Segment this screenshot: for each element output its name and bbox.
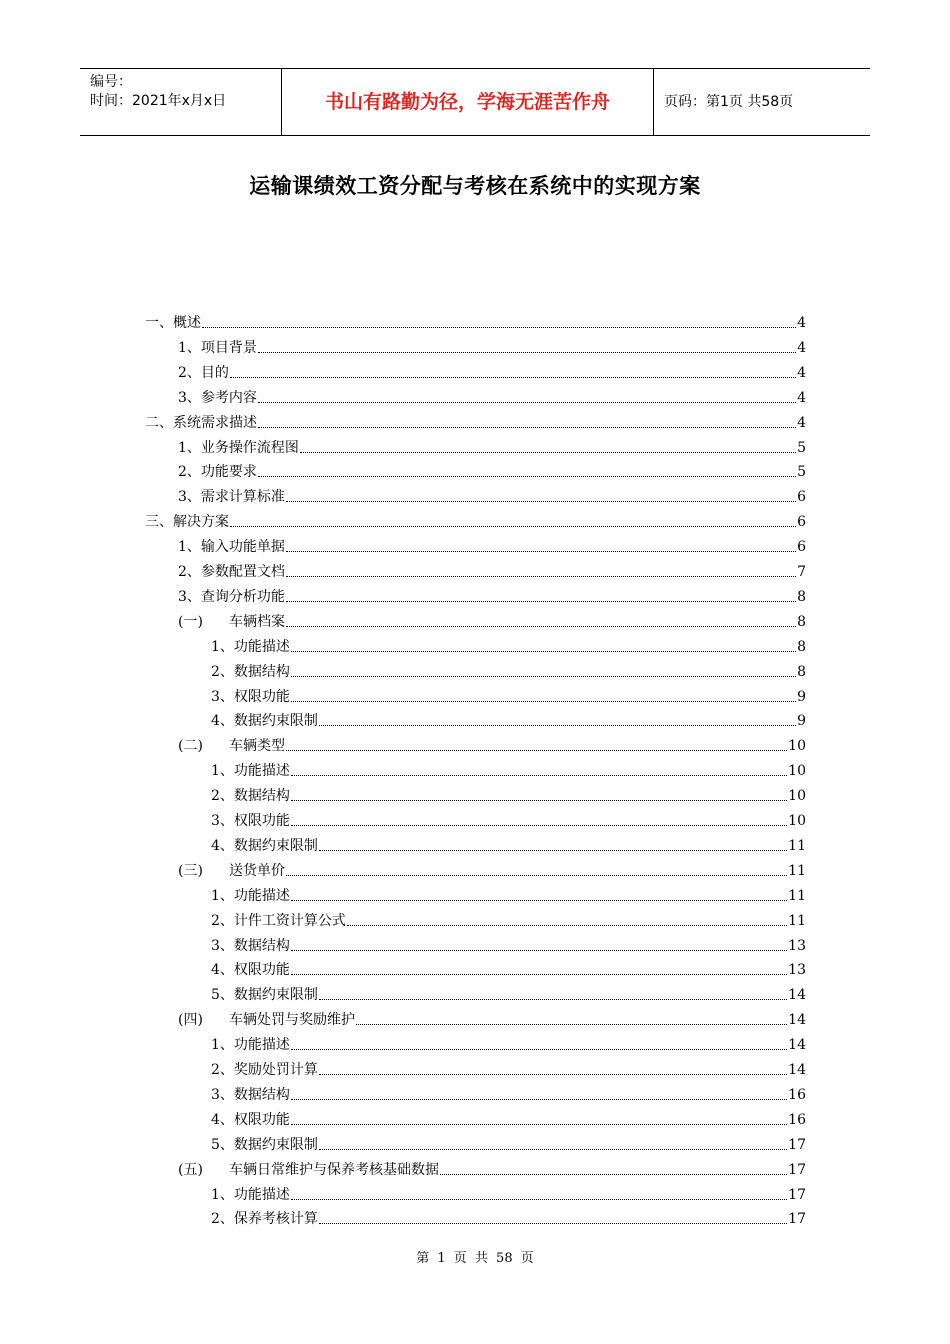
- toc-dot-leader: [440, 1174, 787, 1175]
- toc-dot-leader: [230, 526, 796, 527]
- toc-entry-page: 17: [788, 1211, 806, 1228]
- toc-entry-text: 车辆类型: [229, 738, 285, 755]
- header-meta: [80, 69, 282, 135]
- toc-dot-leader: [291, 950, 787, 951]
- toc-entry-label: [178, 488, 285, 506]
- toc-dot-leader: [291, 1124, 787, 1125]
- toc-entry-text: 1、项目背景: [178, 339, 257, 356]
- toc-entry-label: [178, 364, 229, 382]
- toc-entry-page: 6: [797, 514, 806, 531]
- toc-entry-page: 16: [788, 1111, 806, 1128]
- toc-entry-label: [178, 1011, 355, 1029]
- toc-dot-leader: [291, 800, 787, 801]
- toc-dot-leader: [286, 875, 787, 876]
- toc-entry[interactable]: [211, 1107, 806, 1129]
- toc-entry-text: 车辆档案: [229, 613, 285, 630]
- toc-entry-page: 4: [797, 389, 806, 406]
- toc-entry-label: [211, 887, 290, 905]
- toc-entry[interactable]: [211, 659, 806, 681]
- toc-entry[interactable]: [211, 708, 806, 730]
- toc-entry-page: 14: [788, 1037, 806, 1054]
- toc-dot-leader: [291, 651, 796, 652]
- toc-entry-text: 1、功能描述: [211, 763, 290, 780]
- toc-entry-label: [178, 737, 285, 755]
- toc-entry-text: 三、解决方案: [145, 514, 229, 531]
- toc-dot-leader: [286, 551, 796, 552]
- toc-dot-leader: [286, 750, 787, 751]
- toc-entry-number: (四): [178, 1012, 203, 1029]
- toc-entry[interactable]: [211, 783, 806, 805]
- toc-dot-leader: [291, 900, 787, 901]
- toc-entry-text: 车辆处罚与奖励维护: [229, 1012, 355, 1029]
- page-footer: 第 1 页 共 58 页: [416, 1251, 534, 1266]
- toc-dot-leader: [319, 999, 787, 1000]
- toc-entry-text: 1、输入功能单据: [178, 539, 285, 556]
- toc-entry-page: 17: [788, 1161, 806, 1178]
- header-page-info: 页码：第1页 共58页: [664, 94, 794, 110]
- toc-dot-leader: [230, 377, 796, 378]
- header-motto: 书山有路勤为径，学海无涯苦作舟: [282, 69, 654, 135]
- toc-dot-leader: [286, 576, 796, 577]
- toc-entry-label: [211, 663, 290, 681]
- toc-dot-leader: [319, 850, 787, 851]
- toc-dot-leader: [202, 327, 796, 328]
- toc-entry-text: 4、数据约束限制: [211, 713, 318, 730]
- toc-entry-text: 一、概述: [145, 315, 201, 331]
- toc-entry-text: 1、功能描述: [211, 1186, 290, 1203]
- toc-entry[interactable]: [178, 484, 806, 506]
- toc-entry[interactable]: [178, 858, 806, 880]
- toc-entry-label: [211, 762, 290, 780]
- toc-entry[interactable]: [145, 509, 806, 531]
- toc-entry-page: 4: [797, 339, 806, 356]
- toc-entry-text: 2、目的: [178, 364, 229, 381]
- toc-entry-label: [178, 463, 257, 481]
- toc-dot-leader: [319, 725, 796, 726]
- toc-dot-leader: [347, 925, 787, 926]
- toc-entry-page: 4: [797, 315, 806, 331]
- toc-dot-leader: [319, 1149, 787, 1150]
- toc-entry-label: [178, 862, 285, 880]
- toc-dot-leader: [291, 974, 787, 975]
- toc-entry-text: 2、奖励处罚计算: [211, 1062, 318, 1078]
- toc-entry-page: 10: [788, 763, 806, 780]
- toc-entry-text: 4、权限功能: [211, 962, 290, 979]
- toc-entry[interactable]: [211, 1057, 806, 1079]
- toc-dot-leader: [319, 1074, 787, 1075]
- toc-entry-page: 10: [788, 788, 806, 805]
- toc-entry-page: 11: [788, 887, 806, 904]
- toc-entry[interactable]: [178, 609, 806, 631]
- toc-entry-text: 1、业务操作流程图: [178, 439, 299, 456]
- toc-entry-text: 3、权限功能: [211, 813, 290, 829]
- header-date: 时间：2021年x月x日: [90, 93, 227, 109]
- toc-entry-label: [211, 812, 290, 830]
- toc-entry-number: (三): [178, 862, 203, 879]
- toc-entry-page: 14: [788, 1062, 806, 1078]
- toc-dot-leader: [291, 775, 787, 776]
- toc-entry[interactable]: [211, 1182, 806, 1204]
- toc-entry-page: 11: [788, 862, 806, 879]
- toc-entry[interactable]: [178, 385, 806, 407]
- header-number: 编号：: [90, 74, 132, 90]
- toc-entry[interactable]: [145, 410, 806, 432]
- toc-entry-text: 3、查询分析功能: [178, 588, 285, 605]
- toc-dot-leader: [356, 1024, 787, 1025]
- toc-entry-text: 3、参考内容: [178, 389, 257, 406]
- toc-entry-page: 8: [797, 613, 806, 630]
- toc-dot-leader: [286, 601, 796, 602]
- toc-entry-label: [211, 1210, 318, 1228]
- toc-dot-leader: [291, 701, 796, 702]
- toc-entry[interactable]: [211, 1132, 806, 1154]
- toc-entry-page: 9: [797, 688, 806, 705]
- toc-entry-number: (一): [178, 613, 203, 630]
- toc-entry-text: 4、数据约束限制: [211, 837, 318, 854]
- toc-entry-label: [211, 1111, 290, 1129]
- toc-entry[interactable]: [145, 310, 806, 332]
- toc-dot-leader: [291, 1099, 787, 1100]
- toc-entry-text: 1、功能描述: [211, 638, 290, 655]
- toc-entry-label: [145, 414, 257, 432]
- toc-entry-label: [211, 1086, 290, 1104]
- toc-entry-text: 5、数据约束限制: [211, 1136, 318, 1153]
- toc-entry-page: 5: [797, 464, 806, 481]
- toc-entry-page: 10: [788, 813, 806, 829]
- toc-entry-page: 8: [797, 588, 806, 605]
- toc-entry-label: [145, 513, 229, 531]
- toc-entry[interactable]: [211, 808, 806, 830]
- toc-entry-label: [211, 1061, 318, 1079]
- toc-dot-leader: [291, 676, 796, 677]
- toc-entry-label: [211, 1186, 290, 1204]
- toc-entry-label: [211, 688, 290, 706]
- toc-entry-text: 3、数据结构: [211, 937, 290, 954]
- toc-entry-text: 1、功能描述: [211, 1037, 290, 1054]
- toc-entry-text: 2、参数配置文档: [178, 564, 285, 580]
- toc-entry-page: 14: [788, 987, 806, 1004]
- toc-entry-page: 8: [797, 663, 806, 680]
- toc-entry-page: 10: [788, 738, 806, 755]
- toc-dot-leader: [291, 1199, 787, 1200]
- toc-entry-text: 2、计件工资计算公式: [211, 912, 346, 929]
- toc-entry[interactable]: [211, 883, 806, 905]
- toc-dot-leader: [286, 501, 796, 502]
- toc-entry[interactable]: [211, 957, 806, 979]
- toc-dot-leader: [258, 402, 796, 403]
- toc-entry[interactable]: [211, 908, 806, 930]
- toc-entry[interactable]: [178, 534, 806, 556]
- toc-entry-page: 14: [788, 1012, 806, 1029]
- toc-entry-page: 8: [797, 638, 806, 655]
- toc-dot-leader: [291, 825, 787, 826]
- toc-entry-label: [211, 1136, 318, 1154]
- toc-entry[interactable]: [211, 933, 806, 955]
- toc-entry[interactable]: [211, 634, 806, 656]
- toc-entry-page: 11: [788, 912, 806, 929]
- toc-entry[interactable]: [178, 435, 806, 457]
- toc-entry-label: [178, 538, 285, 556]
- toc-entry-text: 3、权限功能: [211, 688, 290, 705]
- toc-entry-text: 2、功能要求: [178, 464, 257, 481]
- toc-entry-page: 7: [797, 564, 806, 580]
- toc-entry-page: 17: [788, 1136, 806, 1153]
- toc-entry-text: 4、权限功能: [211, 1111, 290, 1128]
- toc-entry[interactable]: [211, 1082, 806, 1104]
- toc-entry-text: 3、需求计算标准: [178, 489, 285, 506]
- toc-entry[interactable]: [211, 684, 806, 706]
- toc-entry-text: 车辆日常维护与保养考核基础数据: [229, 1161, 439, 1178]
- toc-entry-page: 16: [788, 1086, 806, 1103]
- toc-entry-label: [211, 837, 318, 855]
- toc-entry-text: 送货单价: [229, 862, 285, 879]
- toc-entry-label: [211, 937, 290, 955]
- document-title: 运输课绩效工资分配与考核在系统中的实现方案: [249, 174, 701, 198]
- toc-entry-text: 3、数据结构: [211, 1086, 290, 1103]
- toc-entry-label: [211, 986, 318, 1004]
- toc-entry[interactable]: [211, 1206, 806, 1228]
- toc-entry-label: [211, 1036, 290, 1054]
- toc-entry-label: [178, 563, 285, 581]
- toc-entry-page: 5: [797, 439, 806, 456]
- toc-entry-text: 5、数据约束限制: [211, 987, 318, 1004]
- toc-entry[interactable]: [178, 559, 806, 581]
- toc-dot-leader: [319, 1223, 787, 1224]
- toc-entry-page: 11: [788, 837, 806, 854]
- toc-entry-label: [178, 588, 285, 606]
- toc-entry-label: [211, 712, 318, 730]
- toc-entry[interactable]: [178, 1007, 806, 1029]
- toc-entry-label: [211, 961, 290, 979]
- toc-entry[interactable]: [178, 584, 806, 606]
- toc-dot-leader: [258, 352, 796, 353]
- toc-entry-page: 13: [788, 937, 806, 954]
- toc-entry[interactable]: [211, 758, 806, 780]
- toc-entry-number: (二): [178, 738, 203, 755]
- toc-entry-text: 2、数据结构: [211, 788, 290, 805]
- toc-entry[interactable]: [178, 459, 806, 481]
- toc-entry-label: [178, 613, 285, 631]
- toc-entry-label: [145, 314, 201, 332]
- toc-dot-leader: [258, 476, 796, 477]
- toc-entry[interactable]: [178, 360, 806, 382]
- toc-entry[interactable]: [211, 982, 806, 1004]
- toc-entry-label: [211, 912, 346, 930]
- toc-dot-leader: [300, 452, 796, 453]
- toc-entry-text: 1、功能描述: [211, 887, 290, 904]
- toc-entry-label: [178, 439, 299, 457]
- toc-entry-label: [211, 787, 290, 805]
- toc-entry-text: 2、数据结构: [211, 663, 290, 680]
- toc-dot-leader: [258, 427, 796, 428]
- toc-entry-page: 13: [788, 962, 806, 979]
- toc-entry-page: 17: [788, 1186, 806, 1203]
- toc-entry-number: (五): [178, 1161, 203, 1178]
- toc-entry[interactable]: [178, 733, 806, 755]
- toc-entry-page: 9: [797, 713, 806, 730]
- toc-entry[interactable]: [178, 335, 806, 357]
- page-header: [80, 68, 870, 136]
- toc-entry-label: [178, 339, 257, 357]
- toc-entry[interactable]: [178, 1157, 806, 1179]
- toc-entry-label: [211, 638, 290, 656]
- toc-entry-page: 4: [797, 414, 806, 431]
- toc-entry-page: 6: [797, 539, 806, 556]
- toc-dot-leader: [286, 626, 796, 627]
- toc-entry[interactable]: [211, 833, 806, 855]
- toc-entry-text: 2、保养考核计算: [211, 1211, 318, 1228]
- toc-entry-page: 6: [797, 489, 806, 506]
- toc-dot-leader: [291, 1049, 787, 1050]
- toc-entry-label: [178, 1161, 439, 1179]
- toc-entry-label: [178, 389, 257, 407]
- toc-entry-text: 二、系统需求描述: [145, 414, 257, 431]
- toc-entry[interactable]: [211, 1032, 806, 1054]
- toc-entry-page: 4: [797, 364, 806, 381]
